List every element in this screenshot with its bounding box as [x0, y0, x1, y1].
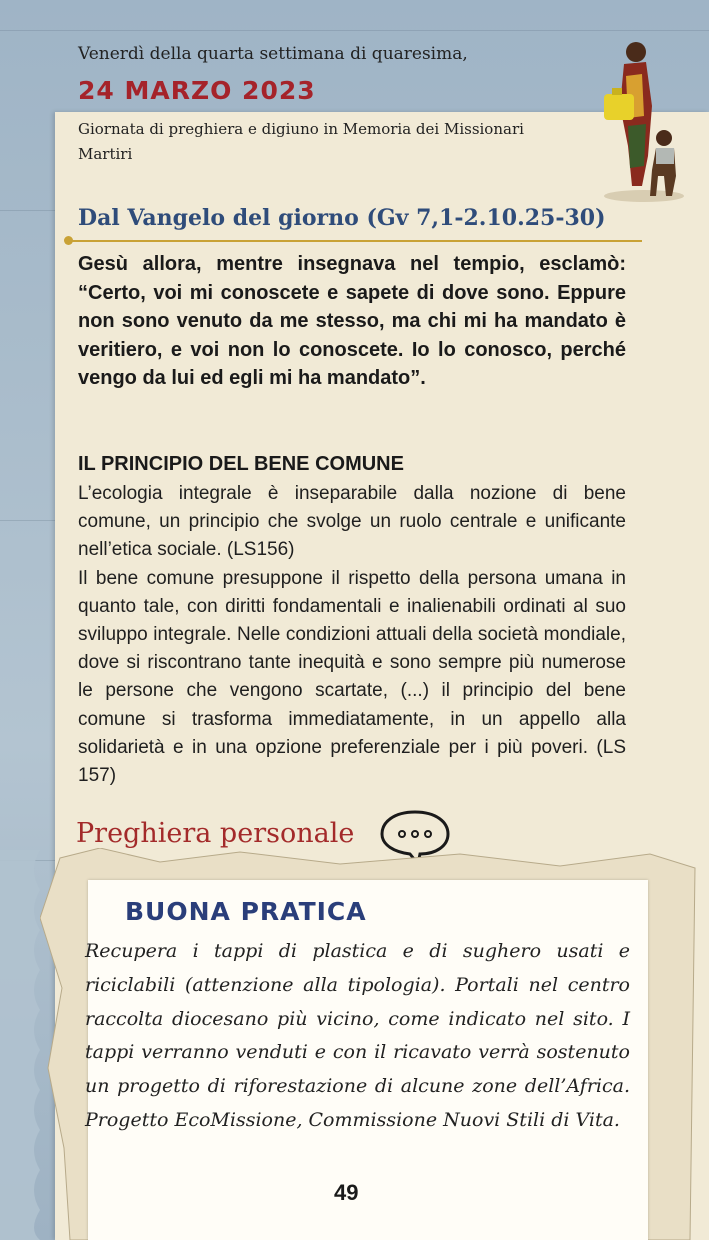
- good-practice-title: BUONA PRATICA: [125, 897, 367, 926]
- scalloped-edge: [0, 850, 60, 1240]
- gospel-text: Gesù allora, mentre insegnava nel tempio, esclamò: “Certo, voi mi conoscete e sapete di dove sono. Eppure non sono venuto da me stesso, ma chi mi ha mandato è veritiero, e voi non lo conoscete. Io lo conosco, perché vengo da lui ed egli mi ha mandato”.: [78, 253, 626, 389]
- principle-paragraph-2: Il bene comune presuppone il rispetto della persona umana in quanto tale, con diritti fondamentali e inalienabili ordinati al suo sviluppo integrale. Nelle condizioni attuali della società mondiale, dove si riscontrano tante inequità e sono sempre più numerose le persone che vengono scartate, (...) il principio del bene comune si trasforma immediatamente, in un appello alla solidarietà e in una opzione preferenziale per i più poveri. (LS 157): [78, 567, 626, 787]
- principle-title: IL PRINCIPIO DEL BENE COMUNE: [78, 453, 404, 475]
- header-subtitle: Giornata di preghiera e digiuno in Memoria dei Missionari Martiri: [78, 120, 524, 163]
- header-weekday-line: Venerdì della quarta settimana di quaresima,: [78, 44, 468, 64]
- gospel-title: Dal Vangelo del giorno (Gv 7,1-2.10.25-30): [78, 205, 606, 231]
- header-date: 24 MARZO 2023: [78, 76, 316, 105]
- gold-divider: [70, 240, 642, 242]
- prayer-title: Preghiera personale: [76, 818, 355, 849]
- page-number: 49: [334, 1180, 359, 1205]
- good-practice-text: Recupera i tappi di plastica e di sughero usati e riciclabili (attenzione alla tipologia). Portali nel centro raccolta diocesano più vicino, come indicato nel sito. I tappi verranno venduti e con il ricavato verrà sostenuto un progetto di riforestazione di alcune zone dell’Africa. Progetto EcoMissione, Commissione Nuovi Stili di Vita.: [85, 940, 630, 1131]
- principle-text: [78, 480, 626, 790]
- principle-paragraph-1: L’ecologia integrale è inseparabile dalla nozione di bene comune, un principio che svolge un ruolo centrale e unificante nell’etica sociale. (LS156): [78, 483, 626, 561]
- wood-plank-line: [0, 30, 709, 31]
- children-water-illustration: [598, 36, 690, 204]
